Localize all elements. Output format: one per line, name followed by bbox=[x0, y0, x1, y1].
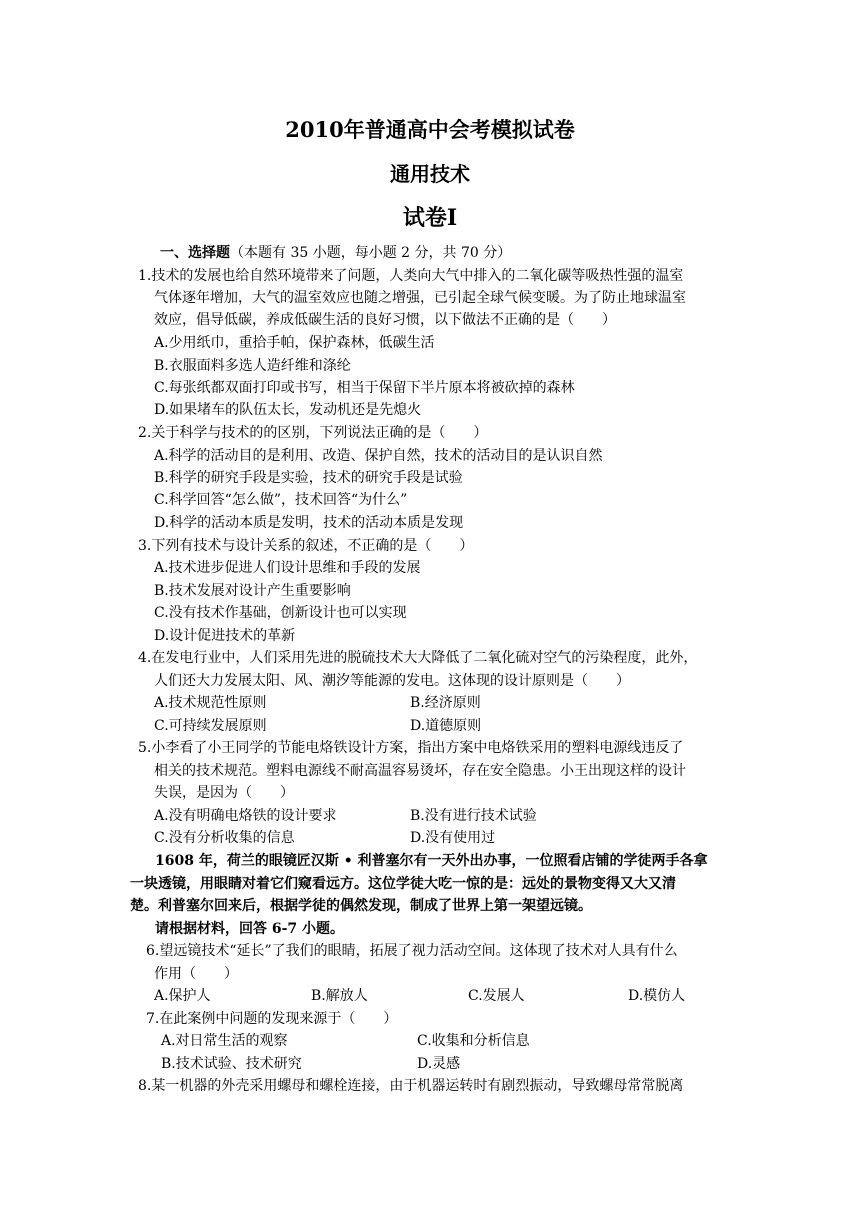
option-d: D.模仿人 bbox=[628, 988, 686, 1004]
question-text: 5.小李看了小王同学的节能电烙铁设计方案，指出方案中电烙铁采用的塑料电源线违反了 bbox=[138, 740, 684, 756]
option-a: A.技术规范性原则 bbox=[154, 695, 267, 711]
material-text: 一块透镜，用眼睛对着它们窥看远方。这位学徒大吃一惊的是：远处的景物变得又大又清 bbox=[130, 876, 676, 892]
question-text: 4.在发电行业中，人们采用先进的脱硫技术大大降低了二氧化硫对空气的污染程度，此外， bbox=[138, 650, 698, 666]
paper-title: 试卷Ⅰ bbox=[402, 205, 458, 231]
option-d: D.设计促进技术的革新 bbox=[154, 628, 296, 644]
material-prompt: 请根据材料，回答 6-7 小题。 bbox=[155, 921, 345, 937]
question-text: 1.技术的发展也给自然环境带来了问题，人类向大气中排入的二氧化碳等吸热性强的温室 bbox=[138, 268, 684, 284]
question-text: 6.望远镜技术“延长”了我们的眼睛，拓展了视力活动空间。这体现了技术对人具有什么 bbox=[146, 943, 678, 959]
question-text: 2.关于科学与技术的的区别，下列说法正确的是（ ） bbox=[138, 425, 488, 441]
option-c: C.科学回答“怎么做”，技术回答“为什么” bbox=[154, 492, 408, 508]
option-c: C.没有技术作基础，创新设计也可以实现 bbox=[154, 605, 407, 621]
option-b: B.技术发展对设计产生重要影响 bbox=[154, 583, 351, 599]
option-d: D.如果堵车的队伍太长，发动机还是先熄火 bbox=[154, 402, 422, 418]
option-a: A.没有明确电烙铁的设计要求 bbox=[154, 808, 337, 824]
question-text: 作用（ ） bbox=[154, 966, 238, 982]
option-b: B.科学的研究手段是实验，技术的研究手段是试验 bbox=[154, 470, 463, 486]
question-text: 8.某一机器的外壳采用螺母和螺栓连接，由于机器运转时有剧烈振动，导致螺母常常脱离 bbox=[138, 1078, 684, 1094]
option-d: D.道德原则 bbox=[410, 718, 482, 734]
option-a: A.科学的活动目的是利用、改造、保护自然，技术的活动目的是认识自然 bbox=[154, 448, 603, 464]
option-b: B.没有进行技术试验 bbox=[410, 808, 537, 824]
section-heading: 一、选择题 bbox=[160, 245, 230, 261]
section-note: （本题有 35 小题，每小题 2 分，共 70 分） bbox=[230, 245, 512, 261]
option-c: C.每张纸都双面打印或书写，相当于保留下半片原本将被砍掉的森林 bbox=[154, 380, 575, 396]
material-text: 1608 年，荷兰的眼镜匠汉斯 • 利普塞尔有一天外出办事，一位照看店铺的学徒两手各拿 bbox=[155, 853, 708, 869]
option-c: C.没有分析收集的信息 bbox=[154, 830, 295, 846]
option-c: C.可持续发展原则 bbox=[154, 718, 267, 734]
question-text: 3.下列有技术与设计关系的叙述，不正确的是（ ） bbox=[138, 538, 474, 554]
option-d: D.科学的活动本质是发明，技术的活动本质是发现 bbox=[154, 515, 464, 531]
material-text: 楚。利普塞尔回来后，根据学徒的偶然发现，制成了世界上第一架望远镜。 bbox=[130, 898, 592, 914]
option-b: B.技术试验、技术研究 bbox=[161, 1056, 302, 1072]
question-text: 气体逐年增加，大气的温室效应也随之增强，已引起全球气候变暖。为了防止地球温室 bbox=[154, 290, 686, 306]
question-text: 7.在此案例中问题的发现来源于（ ） bbox=[146, 1011, 398, 1027]
question-text: 效应，倡导低碳，养成低碳生活的良好习惯，以下做法不正确的是（ ） bbox=[154, 312, 616, 328]
exam-title: 2010年普通高中会考模拟试卷 bbox=[285, 117, 575, 142]
question-text: 相关的技术规范。塑料电源线不耐高温容易烫坏，存在安全隐患。小王出现这样的设计 bbox=[154, 763, 686, 779]
option-b: B.经济原则 bbox=[410, 695, 481, 711]
option-b: B.衣服面料多选人造纤维和涤纶 bbox=[154, 358, 351, 374]
option-a: A.技术进步促进人们设计思维和手段的发展 bbox=[154, 560, 421, 576]
option-c: C.发展人 bbox=[468, 988, 525, 1004]
option-a: A.保护人 bbox=[154, 988, 211, 1004]
section-heading-line bbox=[160, 243, 511, 263]
option-c: C.收集和分析信息 bbox=[417, 1033, 530, 1049]
option-a: A.少用纸巾，重拾手帕，保护森林，低碳生活 bbox=[154, 335, 435, 351]
subject-title: 通用技术 bbox=[390, 162, 470, 186]
question-text: 失误，是因为（ ） bbox=[154, 785, 294, 801]
question-text: 人们还大力发展太阳、风、潮汐等能源的发电。这体现的设计原则是（ ） bbox=[154, 673, 630, 689]
option-a: A.对日常生活的观察 bbox=[161, 1033, 288, 1049]
option-d: D.没有使用过 bbox=[410, 830, 496, 846]
option-b: B.解放人 bbox=[311, 988, 368, 1004]
option-d: D.灵感 bbox=[417, 1056, 461, 1072]
